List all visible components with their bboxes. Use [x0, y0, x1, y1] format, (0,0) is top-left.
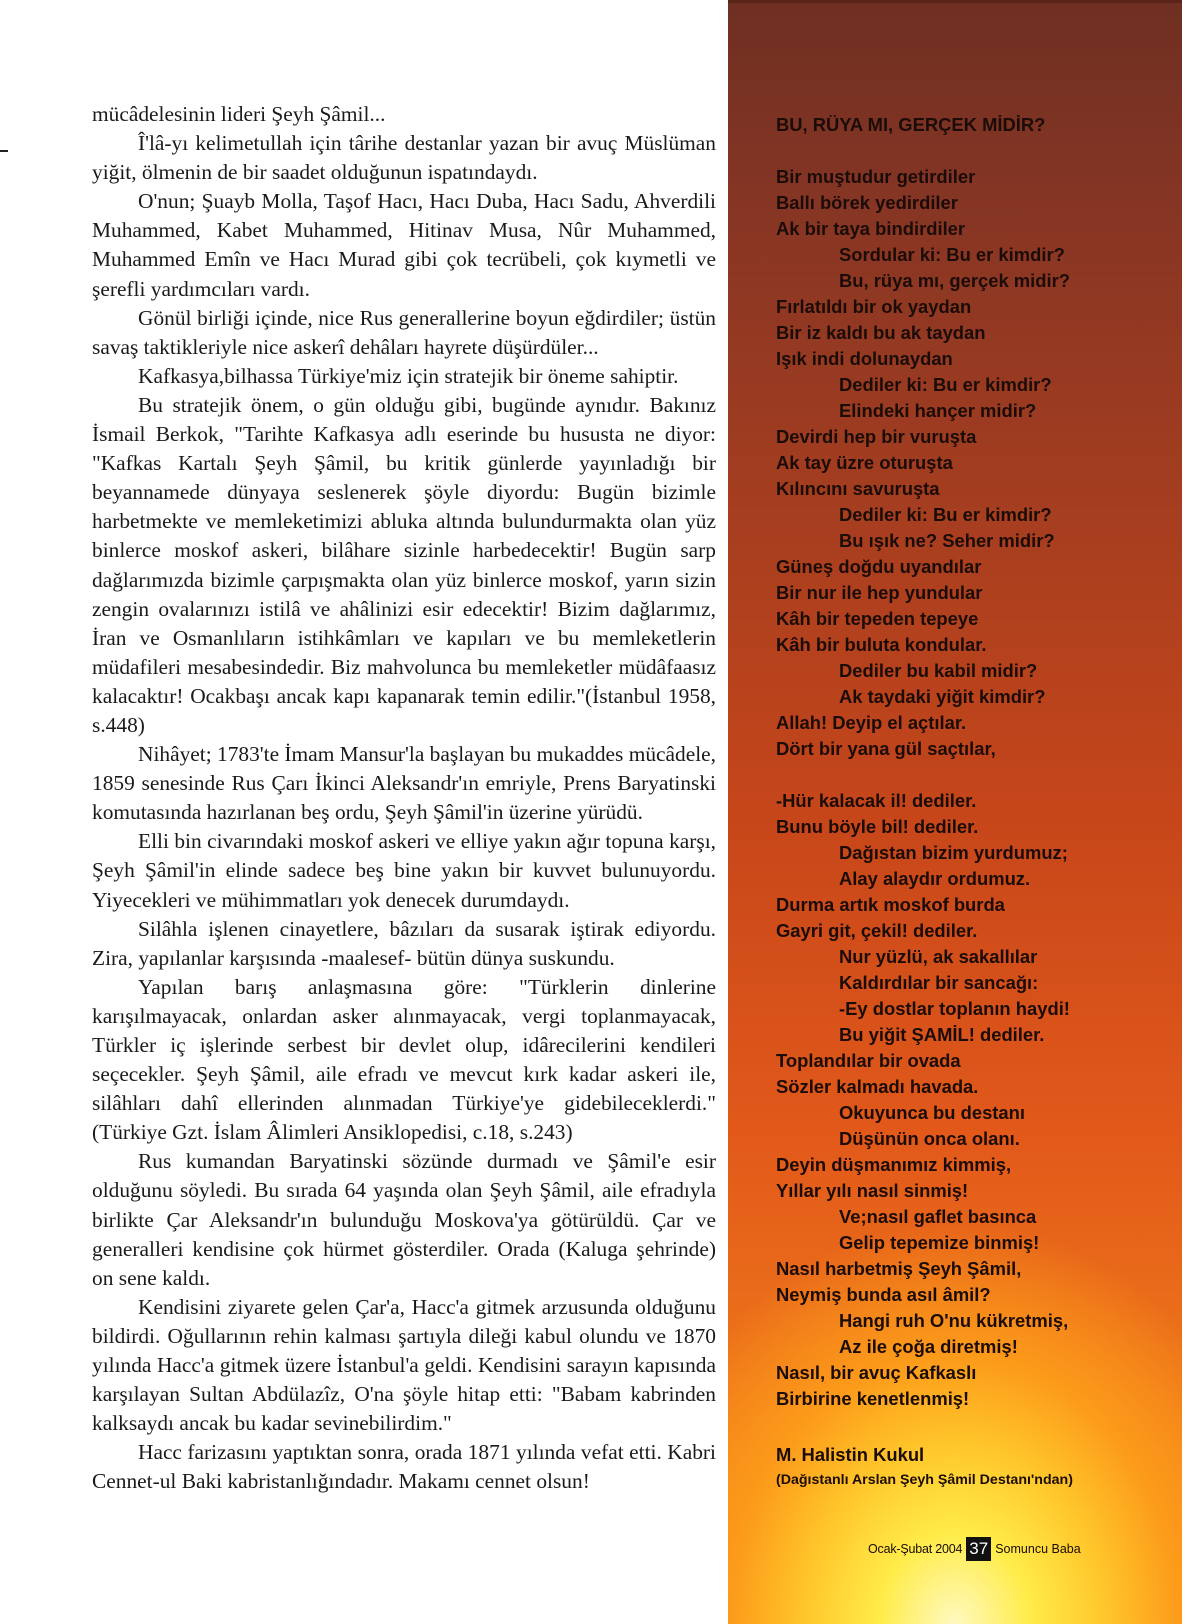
article-paragraph: Nihâyet; 1783'te İmam Mansur'la başlayan bu mukaddes mücâdele, 1859 senesinde Rus Çarı İkinci Aleksandr'ın emriyle, Prens Baryatinski komutasında hazırlanan beş ordu, Şeyh Şâmil'in üzerine yürüdü. [92, 742, 716, 825]
poem-line: Bir muştudur getirdiler [776, 166, 976, 187]
poem-line: Ve;nasıl gaflet basınca [839, 1206, 1037, 1227]
sidebar-top-edge [728, 0, 1182, 3]
poem-line: Durma artık moskof burda [776, 894, 1005, 915]
poem-line: Fırlatıldı bir ok yaydan [776, 296, 972, 317]
poem-line: Ak bir taya bindirdiler [776, 218, 966, 239]
poem-line: Bu, rüya mı, gerçek midir? [839, 270, 1070, 291]
poem-author: M. Halistin Kukul [776, 1444, 925, 1465]
poem-line: Devirdi hep bir vuruşta [776, 426, 977, 447]
poem-line: Kılıncını savuruşta [776, 478, 940, 499]
article-paragraph: Bu stratejik önem, o gün olduğu gibi, bugünde aynıdır. Bakınız İsmail Berkok, "Tarihte Kafkasya adlı eserinde bu hususta ne diyor: "Kafkas Kartalı Şeyh Şâmil, bu kritik günlerde yayınladığı bir beyannamede dünyaya seslenerek şöyle diyordu: Bugün bizimle harbetmekte ve memleketimizi abluka altında bulundurmakta olan yüz binlerce moskof askeri, bilâhare sizinle harbedecektir! Bugün sarp dağlarımızda bizimle çarpışmakta olan yüz binlerce moskof, yarın sizin zengin ovalarınızı istilâ ve ahâlinizi esir edecektir! Bizim dağlarımız, İran ve Osmanlıların istihkâmları ve kapıları ve bu memleketlerin müdafileri mesabesindedir. Biz mahvolunca bu memleketler müdâfaasız kalacaktır! Ocakbaşı ancak kapı kapanarak temin edilir."(İstanbul 1958, s.448) [92, 392, 716, 737]
poem-line: Az ile çoğa diretmiş! [839, 1336, 1018, 1357]
poem-line: Dediler bu kabil midir? [839, 660, 1038, 681]
poem-line: Bir iz kaldı bu ak taydan [776, 322, 986, 343]
article-body [92, 100, 716, 1497]
poem-line: Kâh bir tepeden tepeye [776, 608, 979, 629]
article-paragraph: Rus kumandan Baryatinski sözünde durmadı ve Şâmil'e esir olduğunu söyledi. Bu sırada 64 yaşında olan Şeyh Şâmil, aile efradıyla birlikte Çar Aleksandr'ın bulunduğu Moskova'ya götürüldü. Çar ve generalleri kendisine çok hürmet gösterdiler. Orada (Kaluga şehrinde) on sene kaldı. [92, 1149, 716, 1290]
article-paragraph: Î'lâ-yı kelimetullah için târihe destanlar yazan bir avuç Müslüman yiğit, ölmenin de bir saadet olduğunun ispatındaydı. [92, 131, 716, 185]
poem-title: BU, RÜYA MI, GERÇEK MİDİR? [776, 114, 1046, 135]
poem-line: Güneş doğdu uyandılar [776, 556, 982, 577]
poem-line: -Hür kalacak il! dediler. [776, 790, 977, 811]
poem-sidebar [728, 0, 1182, 1624]
margin-mark [0, 150, 8, 152]
poem-stanza-break [776, 762, 1176, 788]
poem-line: Hangi ruh O'nu kükretmiş, [839, 1310, 1069, 1331]
poem-line: Bu ışık ne? Seher midir? [839, 530, 1055, 551]
poem-line: Dediler ki: Bu er kimdir? [839, 374, 1052, 395]
poem-line: Işık indi dolunaydan [776, 348, 953, 369]
article-paragraph: Kafkasya,bilhassa Türkiye'miz için stratejik bir öneme sahiptir. [138, 363, 679, 388]
page-number: 37 [966, 1537, 991, 1561]
article-paragraph: Hacc farizasını yaptıktan sonra, orada 1871 yılında vefat etti. Kabri Cennet-ul Baki kabristanlığındadır. Makamı cennet olsun! [92, 1440, 716, 1494]
poem-line: Ak taydaki yiğit kimdir? [839, 686, 1046, 707]
poem-line: Dediler ki: Bu er kimdir? [839, 504, 1052, 525]
poem-line: Bir nur ile hep yundular [776, 582, 983, 603]
poem-line: Nur yüzlü, ak sakallılar [839, 946, 1038, 967]
poem-line: Kâh bir buluta kondular. [776, 634, 987, 655]
poem-line: Sözler kalmadı havada. [776, 1076, 979, 1097]
poem [776, 112, 1176, 1412]
poem-line: Gayri git, çekil! dediler. [776, 920, 978, 941]
poem-line: Dört bir yana gül saçtılar, [776, 738, 996, 759]
article-paragraph: mücâdelesinin lideri Şeyh Şâmil... [92, 102, 386, 126]
magazine-name: Somuncu Baba [995, 1542, 1081, 1556]
poem-line: Bunu böyle bil! dediler. [776, 816, 979, 837]
issue-date: Ocak-Şubat 2004 [868, 1542, 963, 1556]
poem-line: Birbirine kenetlenmiş! [776, 1388, 970, 1409]
poem-line: Dağıstan bizim yurdumuz; [839, 842, 1068, 863]
article-paragraph: Elli bin civarındaki moskof askeri ve elliye yakın ağır topuna karşı, Şeyh Şâmil'in elinde sadece beş bine yakın bir kuvvet bulunuyordu. Yiyecekleri ve mühimmatları yok denecek durumdaydı. [92, 829, 716, 912]
poem-line: Gelip tepemize binmiş! [839, 1232, 1040, 1253]
poem-line: Allah! Deyip el açtılar. [776, 712, 967, 733]
poem-line: Düşünün onca olanı. [839, 1128, 1020, 1149]
poem-line: Deyin düşmanımız kimmiş, [776, 1154, 1012, 1175]
poem-line: Kaldırdılar bir sancağı: [839, 972, 1039, 993]
poem-line: Neymiş bunda asıl âmil? [776, 1284, 991, 1305]
article-paragraph: Gönül birliği içinde, nice Rus generallerine boyun eğdirdiler; üstün savaş taktikleriyle nice askerî dehâları hayrete düşürdüler... [92, 305, 716, 359]
poem-line: Toplandılar bir ovada [776, 1050, 961, 1071]
poem-line: Nasıl, bir avuç Kafkaslı [776, 1362, 977, 1383]
poem-line: Bu yiğit ŞAMİL! dediler. [839, 1024, 1045, 1045]
poem-line: Ak tay üzre oturuşta [776, 452, 953, 473]
article-paragraph: Silâhla işlenen cinayetlere, bâzıları da susarak iştirak ediyordu. Zira, yapılanlar karşısında -maalesef- bütün dünya suskundu. [92, 916, 716, 970]
poem-source: (Dağıstanlı Arslan Şeyh Şâmil Destanı'ndan) [776, 1472, 1073, 1488]
poem-line: Nasıl harbetmiş Şeyh Şâmil, [776, 1258, 1022, 1279]
poem-line: Yıllar yılı nasıl sinmiş! [776, 1180, 969, 1201]
article-paragraph: Kendisini ziyarete gelen Çar'a, Hacc'a gitmek arzusunda olduğunu bildirdi. Oğullarının rehin kalması şartıyla dileği kabul olundu ve 1870 yılında Hacc'a gitmek üzere İstanbul'a geldi. Kendisini sarayın kapısında karşılayan Sultan Abdülazîz, O'na şöyle hitap etti: "Babam kabrinden kalksaydı ancak bu kadar sevinebilirdim." [92, 1294, 716, 1436]
article-paragraph: O'nun; Şuayb Molla, Taşof Hacı, Hacı Duba, Hacı Sadu, Ahverdili Muhammed, Kabet Muhammed, Hitinav Musa, Nûr Muhammed, Muhammed Emîn ve Hacı Murad gibi çok tecrübeli, çok kıymetli ve şerefli yardımcıları vardı. [92, 189, 716, 301]
poem-line: Okuyunca bu destanı [839, 1102, 1025, 1123]
article-paragraph: Yapılan barış anlaşmasına göre: "Türklerin dinlerine karışılmayacak, onlardan asker alınmayacak, vergi toplanmayacak, Türkler iç işlerinde serbest bir devlet olup, idârecilerini kendileri seçecekler. Şeyh Şâmil, aile efradı ve mevcut kırk kadar askeri ile, silâhları dahî ellerinden alınmadan Türkiye'ye gidebileceklerdi." (Türkiye Gzt. İslam Âlimleri Ansiklopedisi, c.18, s.243) [92, 974, 716, 1145]
poem-line: Sordular ki: Bu er kimdir? [839, 244, 1065, 265]
poem-line: Ballı börek yedirdiler [776, 192, 958, 213]
poem-line: Alay alaydır ordumuz. [839, 868, 1031, 889]
poem-line: Elindeki hançer midir? [839, 400, 1037, 421]
page-footer [868, 1536, 1081, 1562]
poem-line: -Ey dostlar toplanın haydi! [839, 998, 1070, 1019]
poem-lines [776, 164, 1176, 1412]
